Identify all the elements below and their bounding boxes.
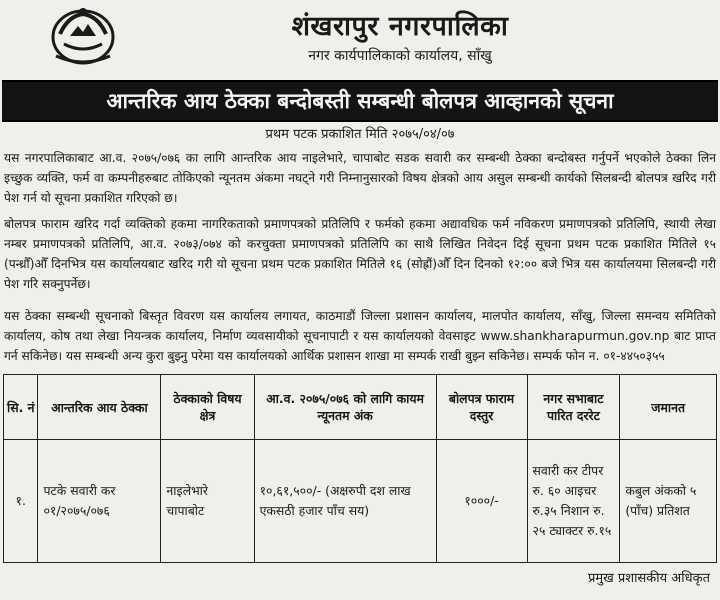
office-name: नगर कार्यपालिकाको कार्यालय, साँखु — [308, 48, 492, 64]
header-deposit: जमानत — [620, 375, 717, 440]
publication-date: प्रथम पटक प्रकाशित मिति २०७५/०४/०७ — [265, 127, 455, 142]
header-minimum-amount: आ.व. २०७५/०७६ को लागि कायम न्यूनतम अंक — [254, 375, 436, 440]
tender-details-table — [3, 374, 717, 563]
nepal-government-emblem-icon — [48, 4, 118, 66]
cell-form-fee: १०००/- — [436, 440, 527, 563]
header-form-fee: बोलपत्र फाराम दस्तुर — [436, 375, 527, 440]
table-row — [4, 440, 717, 563]
header-income-contract: आन्तरिक आय ठेक्का — [38, 375, 161, 440]
header-serial-number: सि. नं — [4, 375, 38, 440]
cell-serial-number: १. — [4, 440, 38, 563]
cell-deposit: कबुल अंकको ५ (पाँच) प्रतिशत — [620, 440, 717, 563]
notice-heading-banner: आन्तरिक आय ठेक्का बन्दोबस्ती सम्बन्धी बोलपत्र आव्हानको सूचना — [2, 80, 718, 122]
header-approved-rate: नगर सभाबाट पारित दररेट — [527, 375, 620, 440]
cell-approved-rate: सवारी कर टीपर रु. ६० आइचर रु.३५ निशान रु. २५ ट्याक्टर रु.१५ — [527, 440, 620, 563]
cell-income-contract: पटके सवारी कर ०१/२०७५/०७६ — [38, 440, 161, 563]
notice-paragraph-3: यस ठेक्का सम्बन्धी सूचनाको बिस्तृत विवरण यस कार्यालय लगायत, काठमाडौं जिल्ला प्रशासन कार्यालय, मालपोत कार्यालय, साँखु, जिल्ला समन्वय समितिको कार्यालय, कोष तथा लेखा नियन्त्रक कार्यालय, निर्माण व्यवसायीको सूचनापाटी र यस कार्यालयको वेवसाइट www.shankharapurmun.gov.np बाट प्राप्त गर्न सकिनेछ। यस सम्बन्धी अन्य कुरा बुझ्नु परेमा यस कार्यालयको आर्थिक प्रशासन शाखा मा सम्पर्क राखी बुझ्न सकिनेछ। सम्पर्क फोन न. ०१-४४५०३५५ — [4, 309, 716, 363]
cell-subject-area: नाइलेभारे चापाबोट — [161, 440, 254, 563]
header-subject-area: ठेक्काको विषय क्षेत्र — [161, 375, 254, 440]
notice-paragraph-2: बोलपत्र फाराम खरिद गर्दा व्यक्तिको हकमा नागरिकताको प्रमाणपत्रको प्रतिलिपि र फर्मको हकमा अद्यावधिक फर्म नविकरण प्रमाणपत्रको प्रतिलिपि, स्थायी लेखा नम्बर प्रमाणपत्रको प्रतिलिपि, आ.व. २०७३/०७४ को करचुक्ता प्रमाणपत्रको प्रतिलिपि का साथै लिखित निवेदन दिई सूचना प्रथम पटक प्रकाशित मितिले १५ (पन्ध्रौँ)औँ दिनभित्र यस कार्यालयबाट खरिद गरी यो सूचना प्रथम पटक प्रकाशित मितिले १६ (सोह्रौं)औँ दिन दिनको १२:०० बजे भित्र यस कार्यालयमा सिलबन्दी गरी पेश गरि सक्नुपर्नेछ। — [4, 217, 716, 291]
table-header-row — [4, 375, 717, 440]
notice-paragraph-1: यस नगरपालिकाबाट आ.व. २०७५/०७६ का लागि आन्तरिक आय नाइलेभारे, चापाबोट सडक सवारी कर सम्बन्धी ठेक्का बन्दोबस्त गर्नुपर्ने भएकोले ठेक्का लिन इच्छुक व्यक्ति, फर्म वा कम्पनीहरुबाट तोकिएको न्यूनतम अंकमा नघट्ने गरी निम्नानुसारको विषय क्षेत्रको आय असुल सम्बन्धी कार्यको सिलबन्दी बोलपत्र खरिद गरी पेश गर्न यो सूचना प्रकाशित गरिएको छ। — [4, 151, 716, 205]
municipality-name: शंखरापुर नगरपालिका — [291, 11, 509, 42]
cell-minimum-amount: १०,६१,५००/- (अक्षरुपी दश लाख एकसठी हजार पाँच सय) — [254, 440, 436, 563]
signatory-title: प्रमुख प्रशासकीय अधिकृत — [587, 571, 710, 586]
